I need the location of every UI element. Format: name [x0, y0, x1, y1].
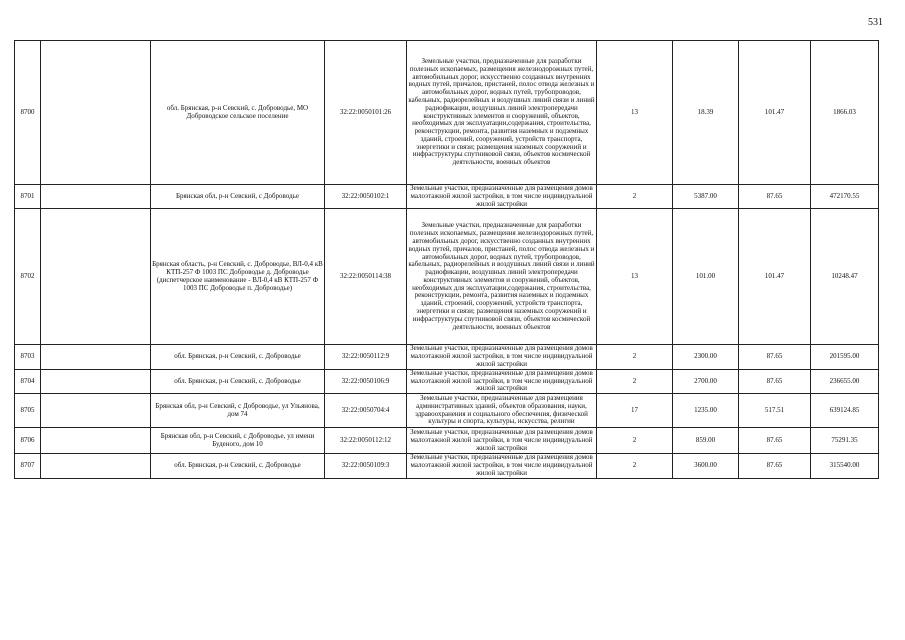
cadastral-value-cell: 236655.00: [811, 369, 879, 393]
area-cell: 2300.00: [673, 345, 739, 369]
table-row: [15, 209, 879, 345]
table-row: [15, 394, 879, 428]
land-register-table: [14, 40, 879, 479]
cadastral-number-cell: 32:22:0050109:3: [325, 454, 407, 479]
category-code-cell: 2: [597, 454, 673, 479]
cadastral-number-cell: 32:22:0050106:9: [325, 369, 407, 393]
area-cell: 1235.00: [673, 394, 739, 428]
table-row: [15, 428, 879, 454]
area-cell: 859.00: [673, 428, 739, 454]
specific-value-cell: 87.65: [739, 454, 811, 479]
category-code-cell: 2: [597, 369, 673, 393]
permitted-use-cell: Земельные участки, предназначенные для разработки полезных ископаемых, размещения железнодорожных путей, автомобильных дорог, искусственно созданных внутренних водных путей, причалов, пристаней, полос отвода железных и автомобильных дорог, водных путей, трубопроводов, кабельных, радиорелейных и воздушных линий связи и линий радиофикации, воздушных линий электропередачи конструктивных элементов и сооружений, объектов, необходимых для эксплуатации,содержания, строительства, реконструкции, ремонта, развития наземных и подземных зданий, строений, сооружений, устройств транспорта, энергетики и связи; размещения наземных сооружений и инфраструктуры спутниковой связи, объектов космической деятельности, военных объектов: [407, 209, 597, 345]
blank-cell: [41, 185, 151, 209]
record-number: 8705: [15, 394, 41, 428]
cadastral-value-cell: 10248.47: [811, 209, 879, 345]
blank-cell: [41, 345, 151, 369]
cadastral-value-cell: 639124.85: [811, 394, 879, 428]
category-code-cell: 13: [597, 209, 673, 345]
specific-value-cell: 101.47: [739, 209, 811, 345]
cadastral-value-cell: 472170.55: [811, 185, 879, 209]
cadastral-number-cell: 32:22:0050114:38: [325, 209, 407, 345]
category-code-cell: 17: [597, 394, 673, 428]
permitted-use-cell: Земельные участки, предназначенные для размещения домов малоэтажной жилой застройки, в том числе индивидуальной жилой застройки: [407, 345, 597, 369]
address-cell: Брянская обл, р-н Севский, с Доброводье, ул Ульянова, дом 74: [151, 394, 325, 428]
cadastral-value-cell: 1866.03: [811, 41, 879, 185]
area-cell: 101.00: [673, 209, 739, 345]
address-cell: обл. Брянская, р-н Севский, с. Доброводье: [151, 369, 325, 393]
specific-value-cell: 517.51: [739, 394, 811, 428]
table-row: [15, 345, 879, 369]
specific-value-cell: 87.65: [739, 345, 811, 369]
blank-cell: [41, 209, 151, 345]
cadastral-number-cell: 32:22:0050112:9: [325, 345, 407, 369]
area-cell: 2700.00: [673, 369, 739, 393]
cadastral-value-cell: 315540.00: [811, 454, 879, 479]
cadastral-value-cell: 201595.00: [811, 345, 879, 369]
blank-cell: [41, 454, 151, 479]
blank-cell: [41, 394, 151, 428]
category-code-cell: 2: [597, 345, 673, 369]
specific-value-cell: 101.47: [739, 41, 811, 185]
address-cell: Брянская обл, р-н Севский, с Доброводье, ул имени Буденого, дом 10: [151, 428, 325, 454]
table-row: [15, 185, 879, 209]
blank-cell: [41, 428, 151, 454]
register-body: [15, 41, 879, 479]
permitted-use-cell: Земельные участки, предназначенные для размещения домов малоэтажной жилой застройки, в том числе индивидуальной жилой застройки: [407, 185, 597, 209]
area-cell: 3600.00: [673, 454, 739, 479]
area-cell: 5387.00: [673, 185, 739, 209]
cadastral-number-cell: 32:22:0050704:4: [325, 394, 407, 428]
address-cell: обл. Брянская, р-н Севский, с. Доброводье: [151, 454, 325, 479]
permitted-use-cell: Земельные участки, предназначенные для размещения домов малоэтажной жилой застройки, в том числе индивидуальной жилой застройки: [407, 454, 597, 479]
record-number: 8706: [15, 428, 41, 454]
area-cell: 18.39: [673, 41, 739, 185]
specific-value-cell: 87.65: [739, 369, 811, 393]
table-row: [15, 41, 879, 185]
category-code-cell: 2: [597, 185, 673, 209]
blank-cell: [41, 41, 151, 185]
record-number: 8707: [15, 454, 41, 479]
table-row: [15, 369, 879, 393]
specific-value-cell: 87.65: [739, 185, 811, 209]
record-number: 8700: [15, 41, 41, 185]
cadastral-number-cell: 32:22:0050112:12: [325, 428, 407, 454]
cadastral-number-cell: 32:22:0050101:26: [325, 41, 407, 185]
record-number: 8703: [15, 345, 41, 369]
category-code-cell: 13: [597, 41, 673, 185]
address-cell: Брянская область, р-н Севский, с. Доброводье, ВЛ-0,4 кВ КТП-257 Ф 1003 ПС Доброводье д. Доброводье (диспетчерское наименование - ВЛ-0,4 кВ КТП-257 Ф 1003 ПС Доброводье п. Доброводье): [151, 209, 325, 345]
address-cell: Брянская обл, р-н Севский, с Доброводье: [151, 185, 325, 209]
permitted-use-cell: Земельные участки, предназначенные для размещения домов малоэтажной жилой застройки, в том числе индивидуальной жилой застройки: [407, 428, 597, 454]
record-number: 8701: [15, 185, 41, 209]
blank-cell: [41, 369, 151, 393]
permitted-use-cell: Земельные участки, предназначенные для размещения административных зданий, объектов образования, науки, здравоохранения и социального обеспечения, физической культуры и спорта, культуры, искусства, религии: [407, 394, 597, 428]
specific-value-cell: 87.65: [739, 428, 811, 454]
record-number: 8704: [15, 369, 41, 393]
record-number: 8702: [15, 209, 41, 345]
permitted-use-cell: Земельные участки, предназначенные для размещения домов малоэтажной жилой застройки, в том числе индивидуальной жилой застройки: [407, 369, 597, 393]
page-number: 531: [868, 17, 883, 28]
table-row: [15, 454, 879, 479]
cadastral-value-cell: 75291.35: [811, 428, 879, 454]
category-code-cell: 2: [597, 428, 673, 454]
address-cell: обл. Брянская, р-н Севский, с. Доброводье: [151, 345, 325, 369]
address-cell: обл. Брянская, р-н Севский, с. Доброводье, МО Доброводское сельское поселение: [151, 41, 325, 185]
permitted-use-cell: Земельные участки, предназначенные для разработки полезных ископаемых, размещения железнодорожных путей, автомобильных дорог, искусственно созданных внутренних водных путей, причалов, пристаней, полос отвода железных и автомобильных дорог, водных путей, трубопроводов, кабельных, радиорелейных и воздушных линий связи и линий радиофикации, воздушных линий электропередачи конструктивных элементов и сооружений, объектов, необходимых для эксплуатации,содержания, строительства, реконструкции, ремонта, развития наземных и подземных зданий, строений, сооружений, устройств транспорта, энергетики и связи; размещения наземных сооружений и инфраструктуры спутниковой связи, объектов космической деятельности, военных объектов: [407, 41, 597, 185]
cadastral-number-cell: 32:22:0050102:1: [325, 185, 407, 209]
